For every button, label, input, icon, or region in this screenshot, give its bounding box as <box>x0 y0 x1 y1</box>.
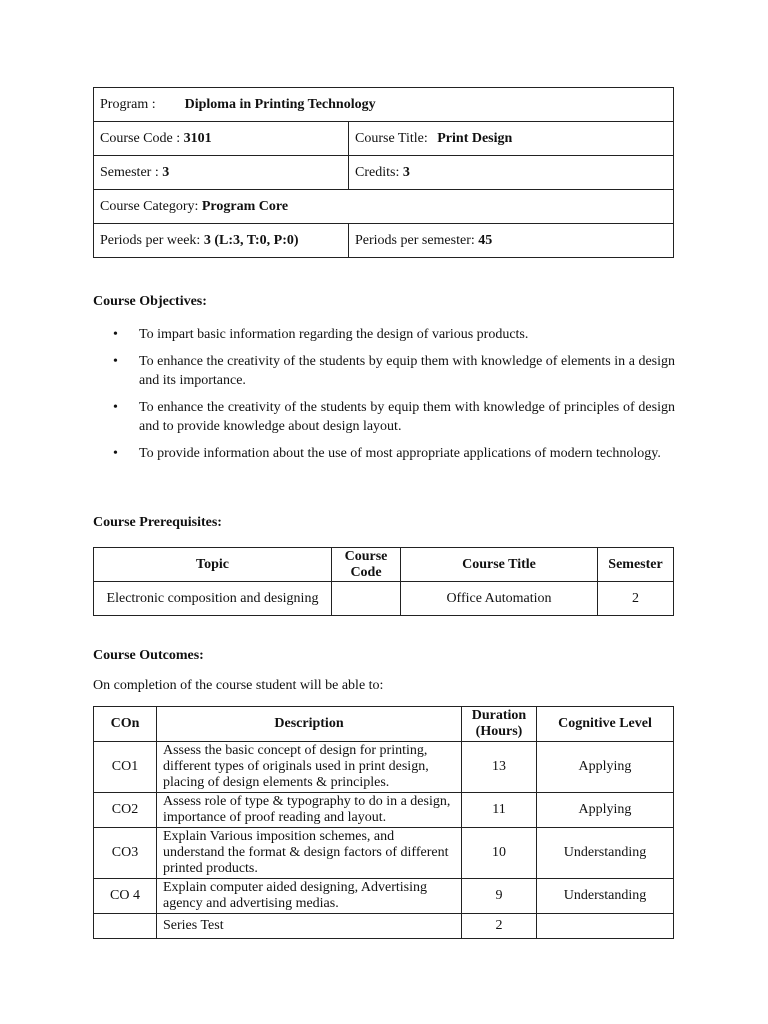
outcome-description: Explain Various imposition schemes, and understand the format & design factors of different printed products. <box>157 828 462 879</box>
category-row <box>94 190 674 224</box>
objective-text: To enhance the creativity of the students by equip them with knowledge of principles of design and to provide knowledge about design layout. <box>139 400 675 434</box>
course-title-value: Print Design <box>437 130 513 146</box>
program-value: Diploma in Printing Technology <box>184 96 376 112</box>
outcome-row <box>94 914 674 939</box>
prereq-header-row <box>94 548 674 582</box>
outcome-description: Assess the basic concept of design for printing, different types of originals used in print design, placing of design elements & principles. <box>157 742 462 793</box>
outcome-duration: 9 <box>462 879 537 914</box>
outcome-cognitive: Applying <box>537 793 674 828</box>
outcomes-table <box>93 706 674 939</box>
outcome-row <box>94 879 674 914</box>
course-code-label: Course Code : <box>100 130 181 146</box>
outcome-con: CO2 <box>94 793 157 828</box>
semester-value: 3 <box>162 164 170 180</box>
prereq-header-title: Course Title <box>401 548 598 582</box>
periods-sem-cell <box>349 224 674 258</box>
bullet-icon: • <box>113 354 118 369</box>
outcome-cognitive: Understanding <box>537 879 674 914</box>
outcomes-intro: On completion of the course student will be able to: <box>93 678 384 693</box>
outcomes-header-duration: Duration (Hours) <box>462 707 537 742</box>
objective-item <box>93 352 675 390</box>
program-label: Program : <box>100 96 156 112</box>
course-code-value: 3101 <box>183 130 212 146</box>
course-code-row <box>94 122 674 156</box>
outcome-description: Explain computer aided designing, Advertising agency and advertising medias. <box>157 879 462 914</box>
outcomes-header-cognitive: Cognitive Level <box>537 707 674 742</box>
periods-row <box>94 224 674 258</box>
category-label: Course Category: <box>100 198 199 214</box>
outcome-duration: 10 <box>462 828 537 879</box>
prereq-title: Office Automation <box>401 582 598 616</box>
outcomes-heading: Course Outcomes: <box>93 648 204 663</box>
program-row <box>94 88 674 122</box>
objectives-list <box>93 325 675 471</box>
prereq-code <box>332 582 401 616</box>
credits-value: 3 <box>402 164 410 180</box>
outcome-cognitive: Applying <box>537 742 674 793</box>
outcome-cognitive: Understanding <box>537 828 674 879</box>
periods-sem-label: Periods per semester: <box>355 232 475 248</box>
semester-row <box>94 156 674 190</box>
outcomes-header-description: Description <box>157 707 462 742</box>
objectives-heading: Course Objectives: <box>93 294 207 309</box>
outcome-description: Series Test <box>157 914 462 939</box>
outcome-cognitive <box>537 914 674 939</box>
outcome-row <box>94 793 674 828</box>
prereq-header-code: Course Code <box>332 548 401 582</box>
bullet-icon: • <box>113 446 118 461</box>
objective-text: To enhance the creativity of the students by equip them with knowledge of elements in a design and its importance. <box>139 354 675 388</box>
prerequisites-table <box>93 547 674 616</box>
outcome-duration: 13 <box>462 742 537 793</box>
objective-item <box>93 398 675 436</box>
prereq-header-semester: Semester <box>598 548 674 582</box>
outcome-duration: 2 <box>462 914 537 939</box>
bullet-icon: • <box>113 400 118 415</box>
bullet-icon: • <box>113 327 118 342</box>
outcome-row <box>94 828 674 879</box>
outcome-con <box>94 914 157 939</box>
outcome-description: Assess role of type & typography to do in a design, importance of proof reading and layout. <box>157 793 462 828</box>
outcome-row <box>94 742 674 793</box>
outcome-con: CO3 <box>94 828 157 879</box>
credits-label: Credits: <box>355 164 400 180</box>
outcomes-header-row <box>94 707 674 742</box>
objective-text: To provide information about the use of most appropriate applications of modern technology. <box>139 446 661 461</box>
course-title-label: Course Title: <box>355 130 428 146</box>
outcomes-header-con: COn <box>94 707 157 742</box>
course-code-cell <box>94 122 349 156</box>
category-cell <box>94 190 674 224</box>
prerequisites-heading: Course Prerequisites: <box>93 515 222 530</box>
category-value: Program Core <box>201 198 289 214</box>
objective-text: To impart basic information regarding the design of various products. <box>139 327 529 342</box>
course-info-table <box>93 87 674 258</box>
periods-week-value: 3 (L:3, T:0, P:0) <box>203 232 299 248</box>
outcome-con: CO1 <box>94 742 157 793</box>
credits-cell <box>349 156 674 190</box>
prereq-semester: 2 <box>598 582 674 616</box>
outcome-con: CO 4 <box>94 879 157 914</box>
periods-sem-value: 45 <box>478 232 493 248</box>
prereq-header-topic: Topic <box>94 548 332 582</box>
course-title-cell <box>349 122 674 156</box>
program-cell <box>94 88 674 122</box>
semester-label: Semester : <box>100 164 159 180</box>
semester-cell <box>94 156 349 190</box>
prereq-topic: Electronic composition and designing <box>94 582 332 616</box>
objective-item <box>93 325 675 344</box>
objective-item <box>93 444 675 463</box>
periods-week-cell <box>94 224 349 258</box>
prereq-row <box>94 582 674 616</box>
outcome-duration: 11 <box>462 793 537 828</box>
periods-week-label: Periods per week: <box>100 232 201 248</box>
